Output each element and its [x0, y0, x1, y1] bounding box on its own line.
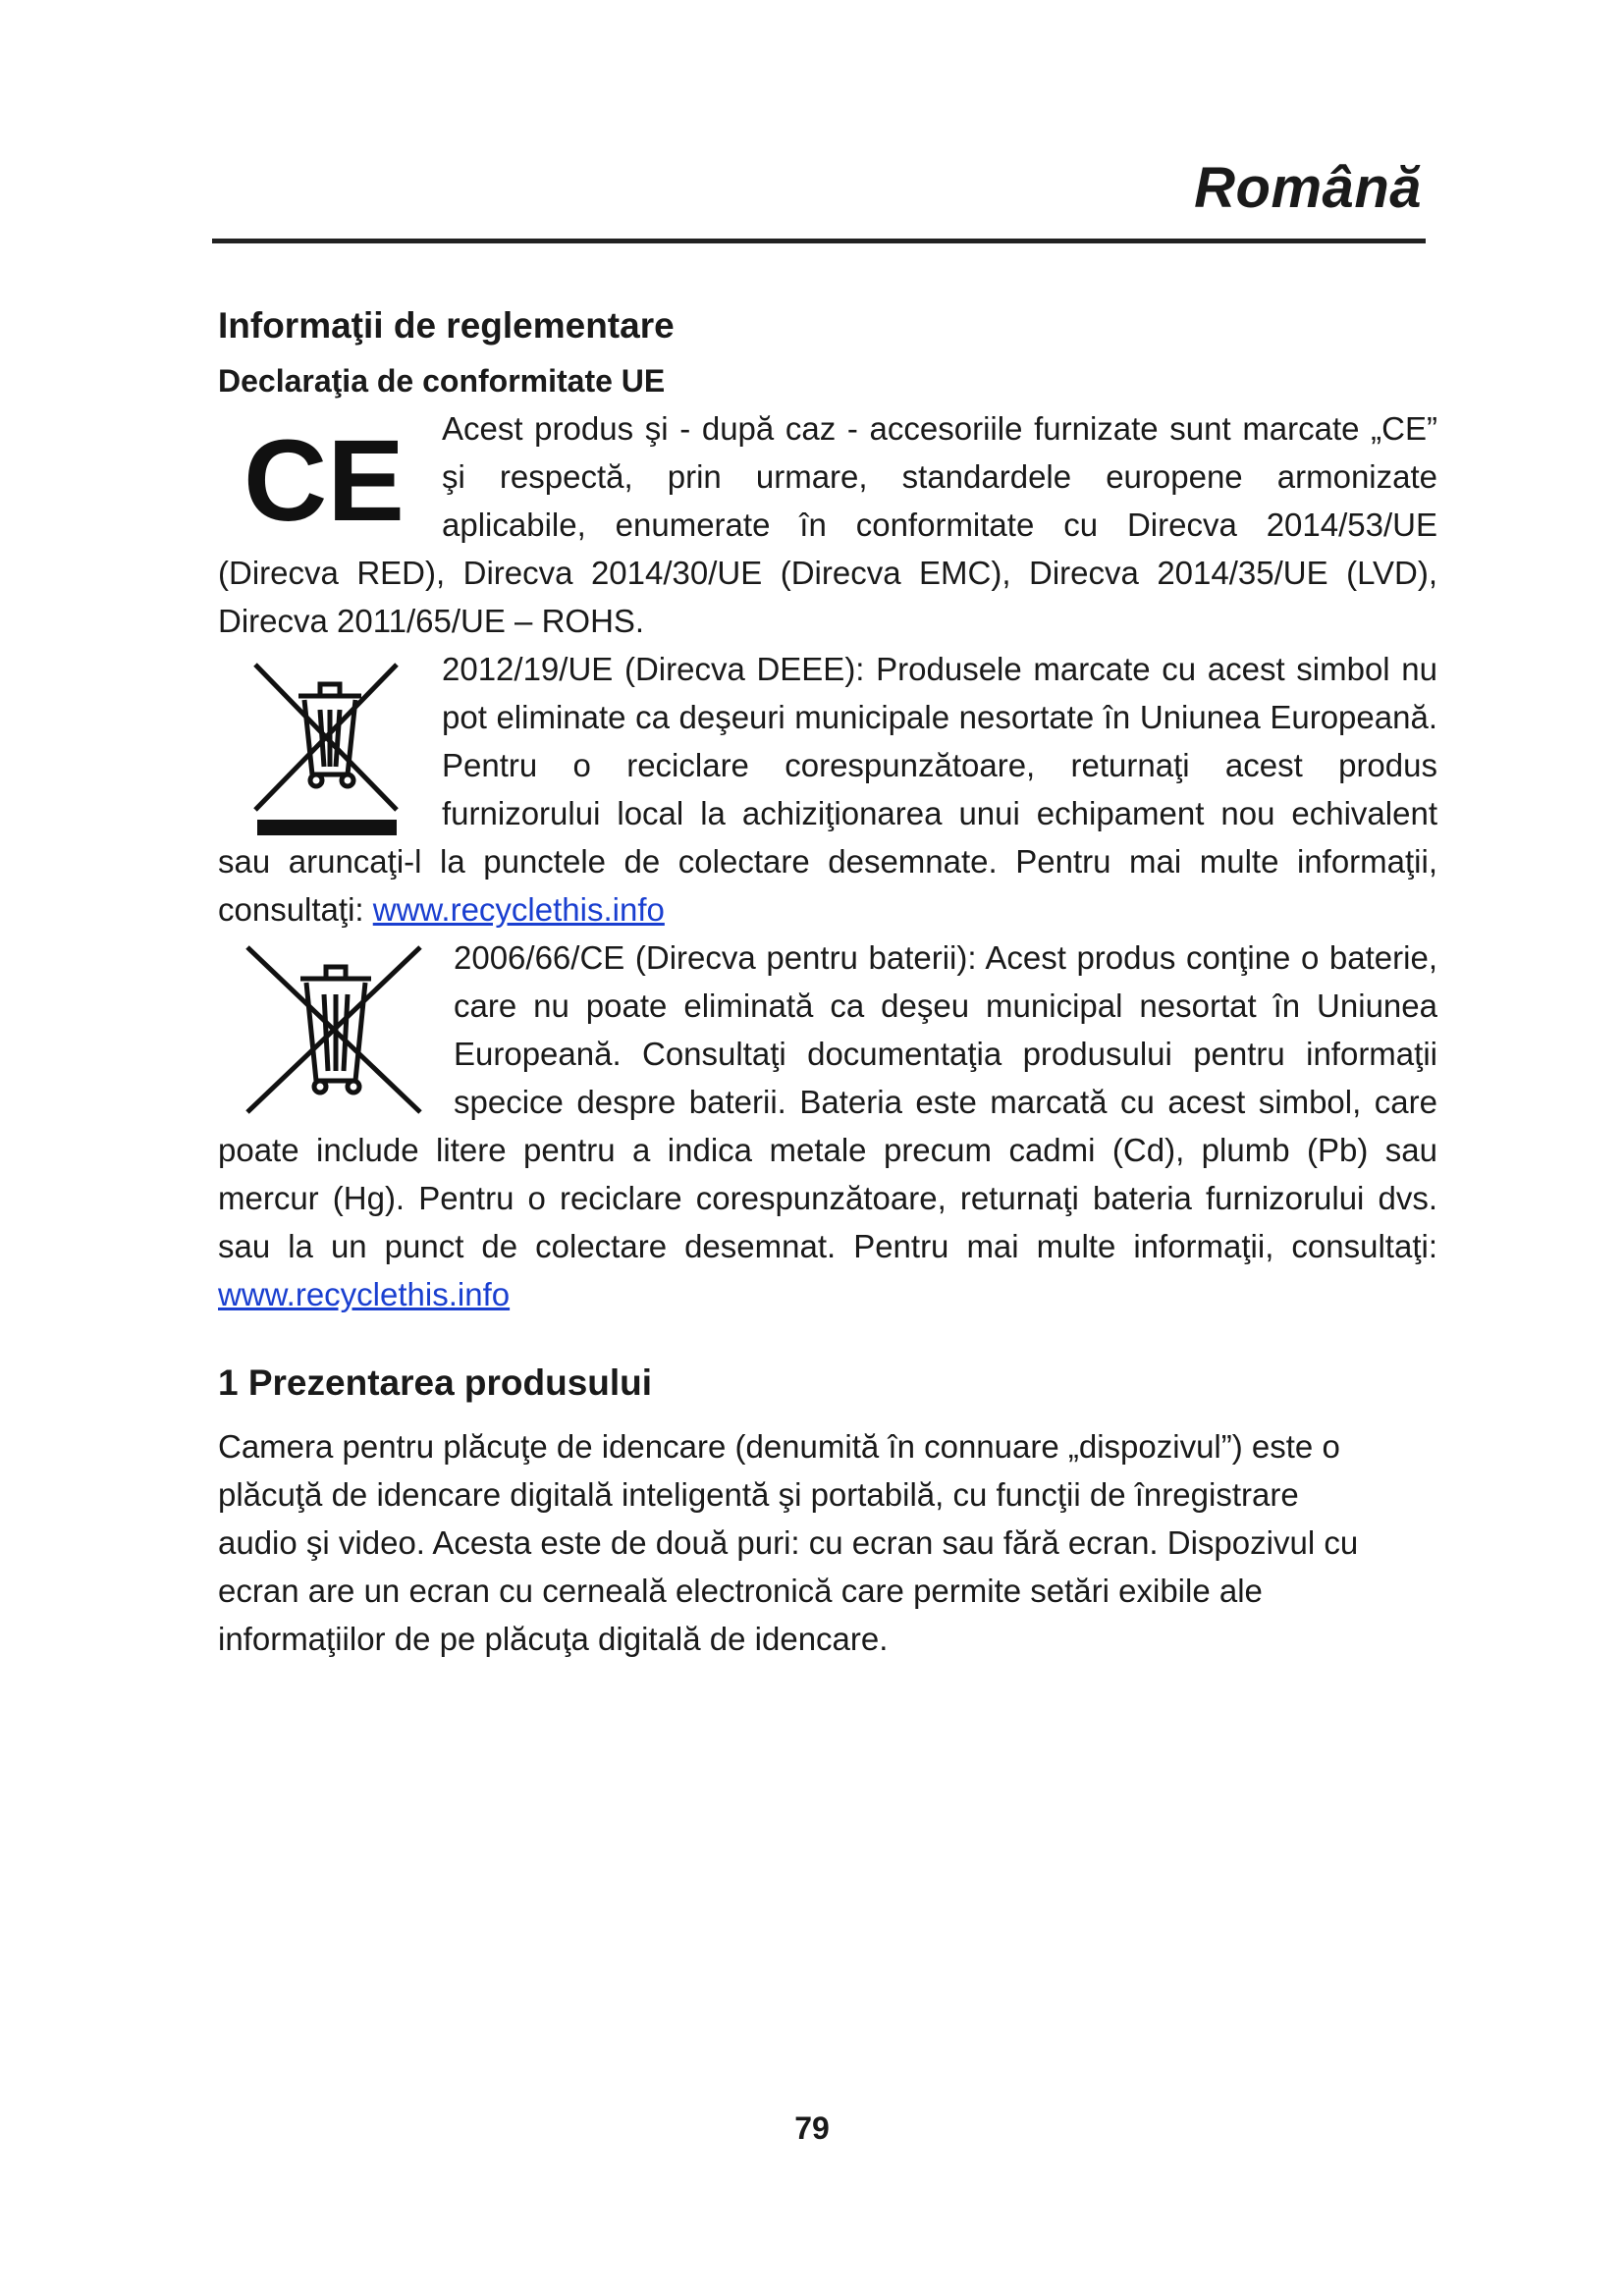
- crossed-battery-bin-icon: [218, 934, 454, 1120]
- ce-mark-icon: [218, 404, 442, 548]
- ce-block: [218, 404, 1437, 645]
- regulatory-section-title: Informaţii de reglementare: [218, 305, 675, 346]
- product-intro-paragraph: Camera pentru plăcuţe de idencare (denumită în connuare „dispozivul”) este o plăcuţă de idencare digitală inteligentă şi portabilă, cu funcţii de înregistrare audio şi video. Acesta este de două puri: cu ecran sau fără ecran. Dispozivul cu ecran are un ecran cu cerneală electronică care permite setări exibile ale informaţiilor de pe plăcuţa digitală de idencare.: [218, 1428, 1359, 1657]
- battery-recycle-link[interactable]: www.recyclethis.info: [218, 1276, 511, 1312]
- weee-text: 2012/19/UE (Direcva DEEE): Produsele marcate cu acest simbol nu pot eliminate ca deşeuri municipale nesortate în Uniunea Europeană. Pentru o reciclare corespunzătoare, returnaţi acest produs furnizorului local la achiziţionarea unui echipament nou echivalent sau aruncaţi-l la punctele de colectare desemnate. Pentru mai multe informaţii, consultaţi:: [218, 651, 1437, 928]
- crossed-bin-icon: [218, 645, 442, 837]
- svg-text:CE: CE: [244, 416, 405, 546]
- header-divider: [212, 239, 1426, 243]
- page-number: 79: [794, 2110, 830, 2146]
- product-intro-title: 1 Prezentarea produsului: [218, 1362, 653, 1403]
- battery-block: [218, 934, 1437, 1318]
- eu-declaration-title: Declaraţia de conformitate UE: [218, 363, 666, 399]
- ce-paragraph: Acest produs şi - după caz - accesoriile furnizate sunt marcate „CE” şi respectă, prin urmare, standardele europene armonizate aplicabile, enumerate în conformitate cu Direcva 2014/53/UE (Direcva RED), Direcva 2014/30/UE (Direcva EMC), Direcva 2014/35/UE (LVD), Direcva 2011/65/UE – ROHS.: [218, 410, 1437, 639]
- page-content: [218, 294, 1437, 1663]
- battery-text: 2006/66/CE (Direcva pentru baterii): Acest produs conţine o baterie, care nu poate eliminată ca deşeu municipal nesortat în Uniunea Europeană. Consultaţi documentaţia produsului pentru informaţii specice despre baterii. Bateria este marcată cu acest simbol, care poate include litere pentru a indica metale precum cadmi (Cd), plumb (Pb) sau mercur (Hg). Pentru o reciclare corespunzătoare, returnaţi bateria furnizorului dvs. sau la un punct de colectare desemnat. Pentru mai multe informaţii, consultaţi:: [218, 939, 1437, 1264]
- language-title: Română: [1194, 156, 1422, 220]
- weee-block: [218, 645, 1437, 934]
- product-intro-section: [218, 1352, 1437, 1663]
- weee-recycle-link[interactable]: www.recyclethis.info: [372, 891, 665, 928]
